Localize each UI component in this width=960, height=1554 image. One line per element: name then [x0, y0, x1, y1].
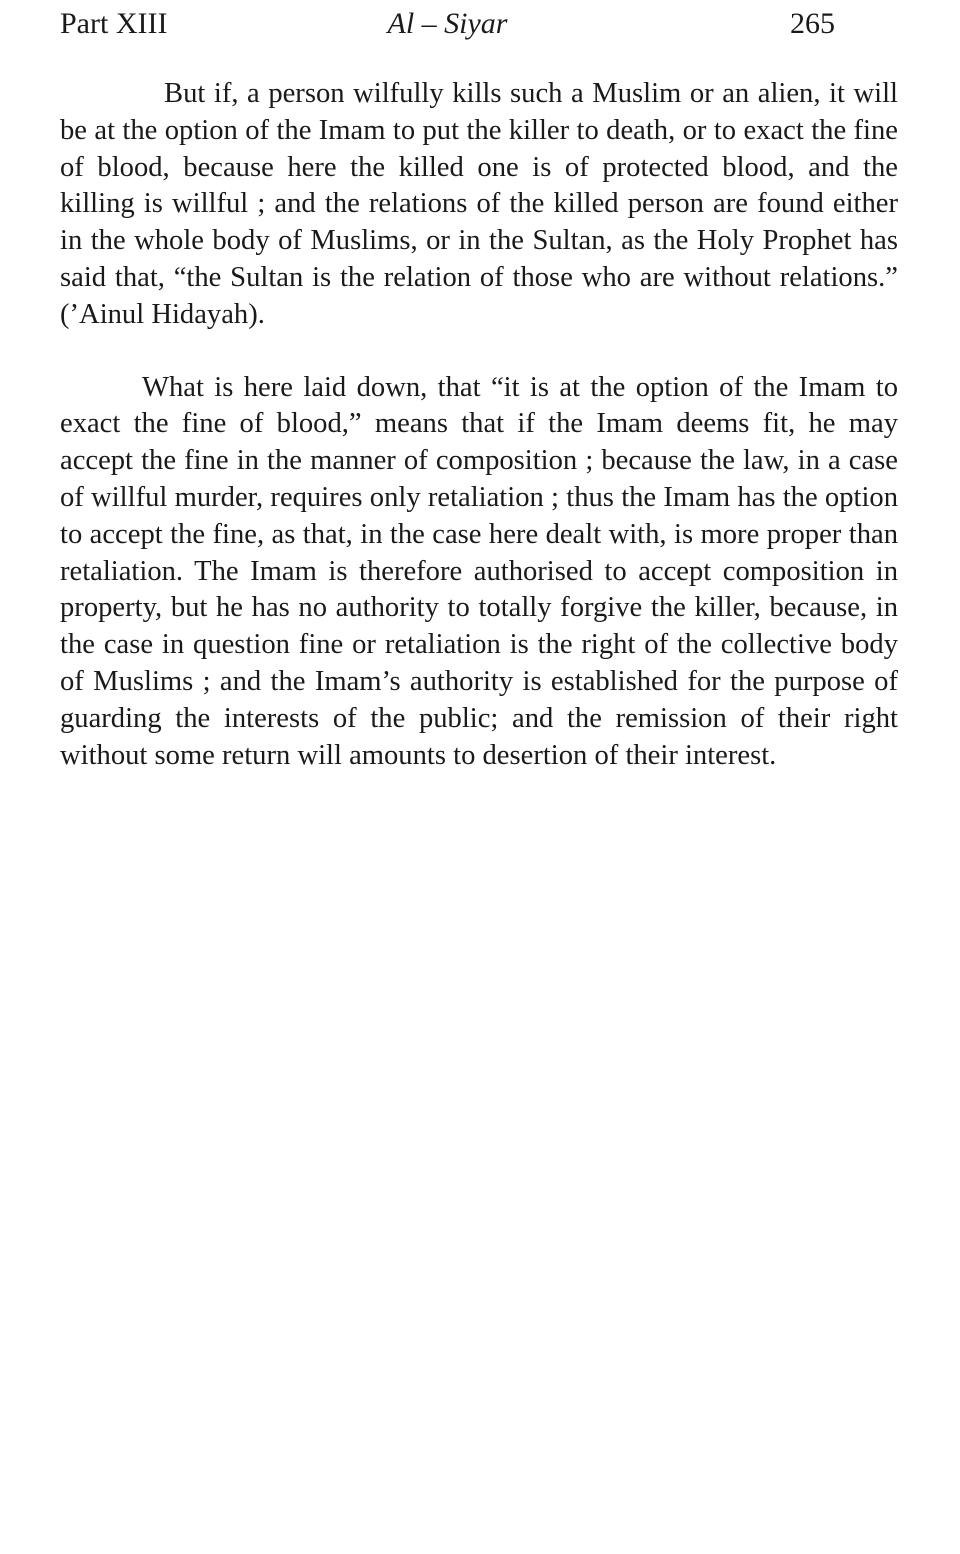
body-text — [60, 76, 898, 774]
paragraph-2: What is here laid down, that “it is at the option of the Imam to exact the fine of blood,” means that if the Imam deems fit, he may accept the fine in the manner of composition ; because the law, in a case of willful murder, requires only retaliation ; thus the Imam has the option to accept the fine, as that, in the case here dealt with, is more proper than retaliation. The Imam is therefore authorised to accept composition in property, but he has no authority to totally forgive the killer, because, in the case in question fine or retaliation is the right of the collective body of Muslims ; and the Imam’s authority is established for the purpose of guarding the interests of the public; and the remission of their right without some return will amounts to desertion of their interest. — [60, 371, 898, 771]
book-title: Al – Siyar — [387, 7, 508, 40]
running-head — [60, 4, 835, 44]
page-number: 265 — [790, 7, 835, 40]
paragraph-1: But if, a person wilfully kills such a Muslim or an alien, it will be at the option of the Imam to put the killer to death, or to exact the fine of blood, because here the killed one is of protected blood, and the killing is willful ; and the relations of the killed person are found either in the whole body of Muslims, or in the Sultan, as the Holy Prophet has said that, “the Sultan is the relation of those who are without relations.” (’Ainul Hidayah). — [60, 78, 898, 330]
part-label: Part XIII — [60, 7, 168, 40]
